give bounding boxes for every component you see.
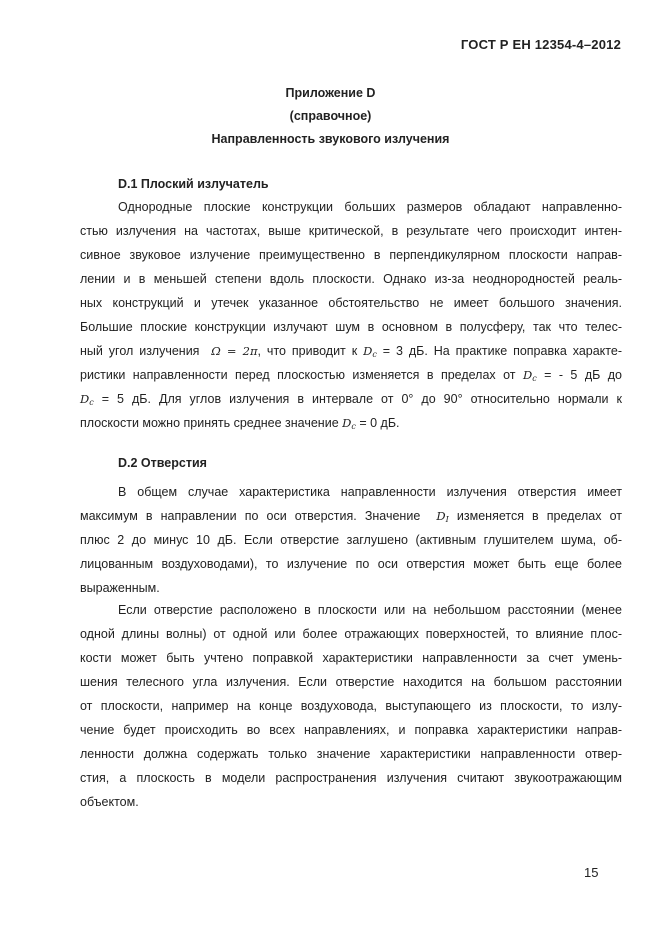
- text-line: стью излучения на частотах, выше критической, в результате чего происходит интен-: [80, 224, 622, 238]
- text-line: выраженным.: [80, 581, 160, 595]
- text-line: ленности должна содержать только значение характеристики направленности отвер-: [80, 747, 622, 761]
- subscript-c: c: [89, 398, 94, 407]
- text-fragment: ристики направленности перед плоскостью изменяется в пределах от: [80, 368, 516, 382]
- standard-code: ГОСТ Р ЕН 12354-4–2012: [460, 37, 621, 52]
- text-fragment: , что приводит к: [257, 344, 358, 358]
- text-line: Большие плоские конструкции излучают шум в основном в полусферу, так что телес-: [80, 320, 622, 334]
- appendix-title: Приложение D: [285, 86, 376, 100]
- page-number: 15: [584, 865, 599, 880]
- solid-angle-formula: Ω = 2π: [211, 344, 258, 358]
- text-line-formula: [80, 416, 622, 432]
- subscript-c: c: [532, 374, 537, 383]
- text-line: кости может быть учтено поправкой характеристики направленности за счет умень-: [80, 651, 622, 665]
- text-fragment: = 5 дБ. Для углов излучения в интервале от 0° до 90° относительно нормали к: [101, 392, 622, 406]
- text-line-formula: [80, 392, 622, 408]
- text-line: лении и в меньшей степени вдоль плоскости. Однако из-за неоднородностей реаль-: [80, 272, 622, 286]
- symbol-D: D: [522, 368, 533, 382]
- text-line: одной длины волны) от одной или более отражающих поверхностей, то влияние плос-: [80, 627, 622, 641]
- text-line: сивное звуковое излучение преимущественно в перпендикулярном плоскости направ-: [80, 248, 622, 262]
- text-fragment: плоскости можно принять среднее значение: [80, 416, 339, 430]
- text-fragment: максимум в направлении по оси отверстия. Значение: [80, 509, 421, 523]
- text-fragment: изменяется в пределах от: [456, 509, 622, 523]
- symbol-D: D: [342, 416, 352, 430]
- text-line: плюс 2 до минус 10 дБ. Если отверстие заглушено (активным глушителем шума, об-: [80, 533, 622, 547]
- text-line-formula: [80, 344, 622, 360]
- text-fragment: = 3 дБ. На практике поправка характе-: [382, 344, 622, 358]
- text-line: В общем случае характеристика направленности излучения отверстия имеет: [118, 485, 622, 499]
- symbol-D: D: [436, 509, 446, 523]
- text-fragment: = 0 дБ.: [359, 416, 400, 430]
- text-line: ных конструкций и утечек указанное обстоятельство не имеет большого значения.: [80, 296, 622, 310]
- symbol-D: D: [80, 392, 90, 406]
- text-line: объектом.: [80, 795, 139, 809]
- text-line: Если отверстие расположено в плоскости или на небольшом расстоянии (менее: [118, 603, 622, 617]
- text-line-formula: [80, 509, 622, 525]
- text-line: лицованным воздуховодами), то излучение по оси отверстия может быть еще более: [80, 557, 622, 571]
- appendix-subject: Направленность звукового излучения: [211, 132, 450, 146]
- text-line: чение будет происходить во всех направлениях, и поправка характеристики направ-: [80, 723, 622, 737]
- text-line: стия, а плоскость в модели распространения излучения считают звукоотражающим: [80, 771, 622, 785]
- symbol-D: D: [363, 344, 373, 358]
- text-line: шения телесного угла излучения. Если отверстие находится на большом расстоянии: [80, 675, 622, 689]
- subscript-I: I: [445, 515, 449, 524]
- section-1-heading: D.1 Плоский излучатель: [118, 177, 269, 191]
- text-fragment: = - 5 дБ до: [544, 368, 622, 382]
- text-line-formula: [80, 368, 622, 384]
- subscript-c: c: [351, 422, 356, 431]
- text-line: Однородные плоские конструкции больших размеров обладают направленно-: [118, 200, 622, 214]
- section-2-heading: D.2 Отверстия: [118, 456, 207, 470]
- subscript-c: c: [372, 350, 377, 359]
- text-line: от плоскости, например на конце воздуховода, выступающего из плоскости, то излу-: [80, 699, 622, 713]
- appendix-status: (справочное): [289, 109, 372, 123]
- text-fragment: ный угол излучения: [80, 344, 200, 358]
